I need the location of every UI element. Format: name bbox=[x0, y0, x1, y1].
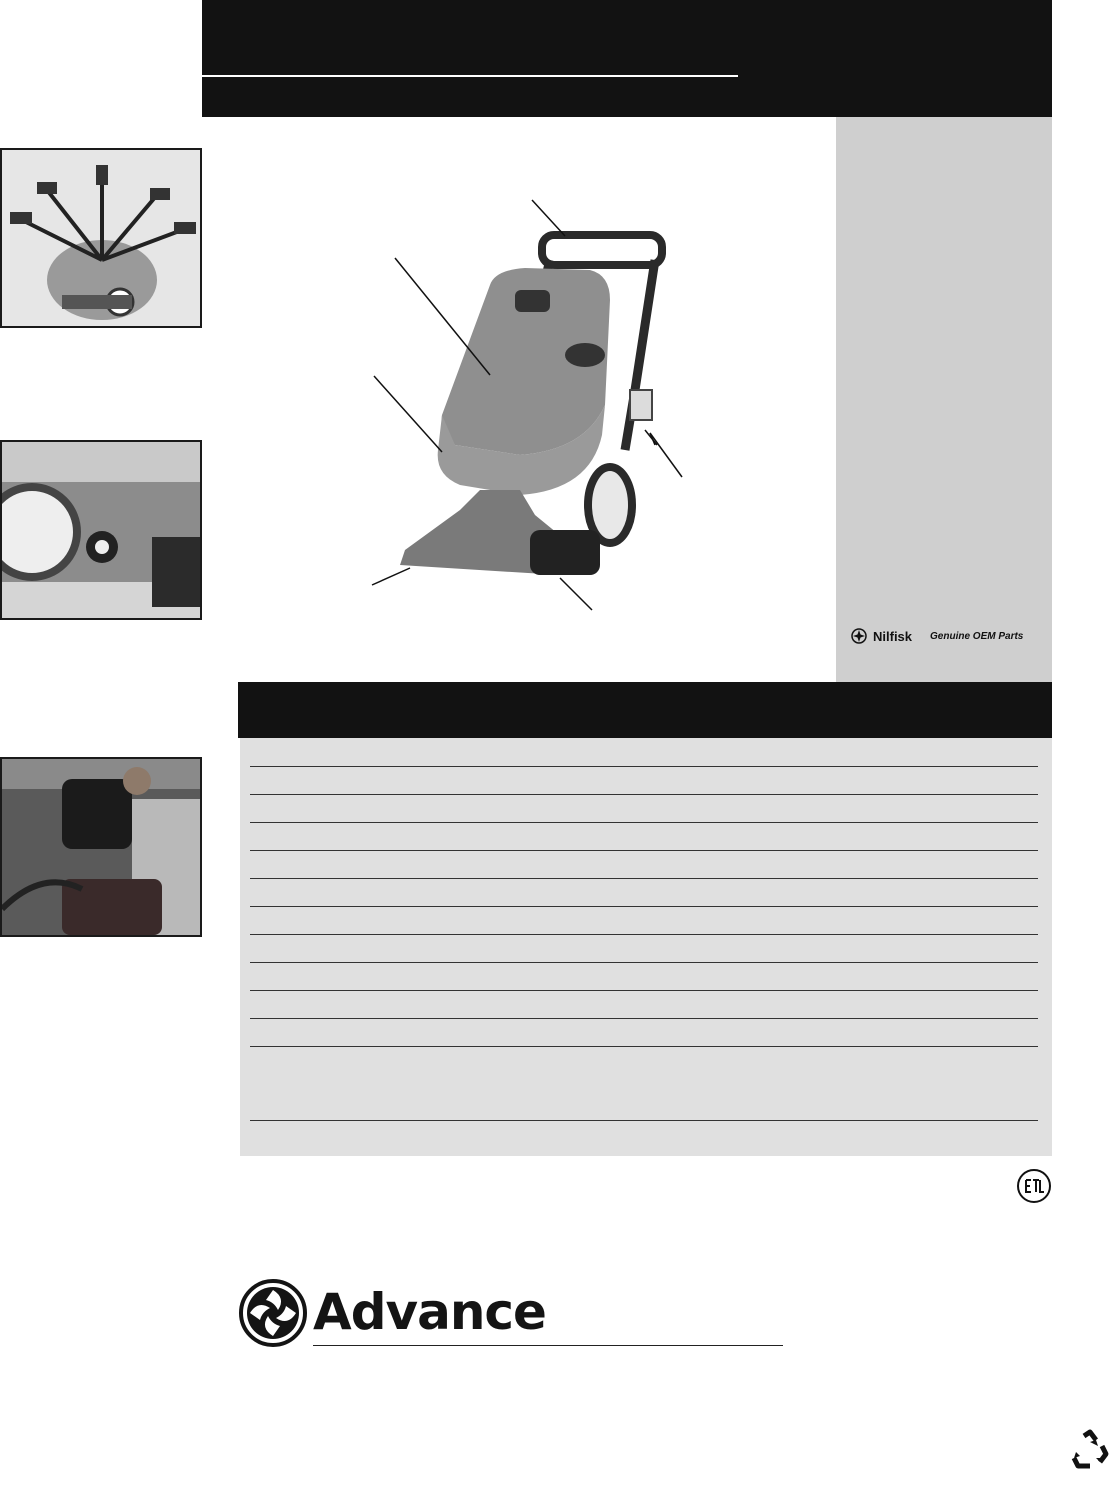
spec-row-divider bbox=[250, 990, 1038, 991]
spec-row-divider bbox=[250, 1120, 1038, 1121]
features-side-panel bbox=[836, 117, 1052, 682]
spec-row-divider bbox=[250, 822, 1038, 823]
recycle-icon bbox=[1068, 1428, 1112, 1472]
advance-underline bbox=[313, 1345, 783, 1346]
upholstery-cleaning-photo bbox=[0, 757, 202, 937]
spec-table-header bbox=[238, 682, 1052, 738]
advance-wordmark: Advance bbox=[313, 1283, 546, 1341]
spec-row-divider bbox=[250, 766, 1038, 767]
oem-parts-tagline: Genuine OEM Parts bbox=[930, 630, 1024, 642]
spec-row-divider bbox=[250, 850, 1038, 851]
spec-row-divider bbox=[250, 1018, 1038, 1019]
title-banner bbox=[202, 0, 1052, 117]
nilfisk-logo-icon bbox=[851, 628, 867, 644]
spec-row-divider bbox=[250, 962, 1038, 963]
advance-logo-icon bbox=[238, 1278, 308, 1348]
spec-row-divider bbox=[250, 1046, 1038, 1047]
etl-listed-icon bbox=[1016, 1168, 1052, 1204]
spec-table-body bbox=[240, 738, 1052, 1156]
spec-row-divider bbox=[250, 878, 1038, 879]
control-knob-photo bbox=[0, 440, 202, 620]
nilfisk-brand-mark bbox=[851, 626, 1046, 646]
spec-row-divider bbox=[250, 794, 1038, 795]
adjustable-handle-photo bbox=[0, 148, 202, 328]
spec-row-divider bbox=[250, 934, 1038, 935]
title-rule bbox=[202, 75, 738, 77]
spec-row-divider bbox=[250, 906, 1038, 907]
nilfisk-name: Nilfisk bbox=[873, 628, 913, 644]
callout-lines bbox=[360, 190, 700, 620]
